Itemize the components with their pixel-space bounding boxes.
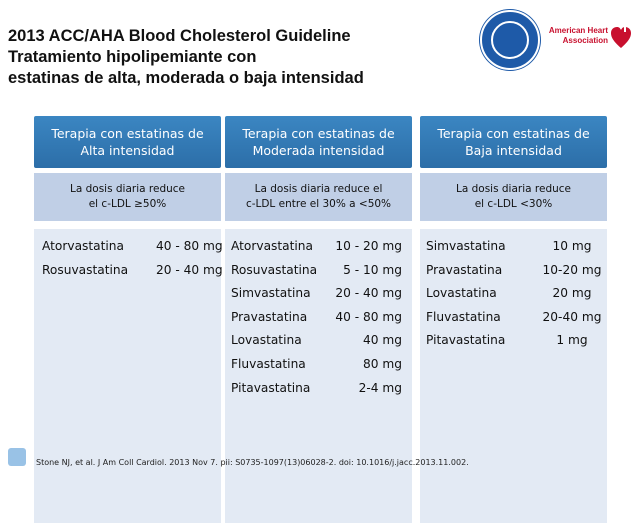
- column-header: [34, 116, 221, 168]
- drug-row: [231, 282, 406, 306]
- drug-name: Fluvastatina: [426, 309, 501, 324]
- drug-name: Simvastatina: [231, 286, 311, 301]
- column-header-line-1: Terapia con estatinas de: [242, 126, 395, 141]
- drug-name: Atorvastatina: [42, 239, 125, 253]
- ldl-reduction-line-2: el c-LDL ≥50%: [88, 198, 167, 210]
- slide-title: [8, 26, 478, 89]
- column-header-line-1: Terapia con estatinas de: [437, 126, 590, 141]
- drug-dose: 40 mg: [363, 333, 402, 348]
- drug-name: Atorvastatina: [231, 239, 314, 253]
- heart-torch-icon: [610, 24, 632, 50]
- drug-row: [231, 377, 406, 401]
- drug-name: Lovastatina: [426, 286, 497, 301]
- drug-dose: 20 - 40 mg: [335, 286, 402, 301]
- citation: Stone NJ, et al. J Am Coll Cardiol. 2013 Nov 7. pii: S0735-1097(13)06028-2. doi: 10.1016/j.jacc.2013.11.002.: [36, 458, 469, 467]
- drug-name: Pravastatina: [426, 262, 503, 277]
- drug-dose: 2-4 mg: [358, 380, 402, 395]
- drug-dose: [426, 235, 609, 259]
- column-header: [225, 116, 412, 168]
- ldl-reduction-line-1: La dosis diaria reduce: [455, 183, 572, 195]
- column-high-intensity: [32, 116, 223, 277]
- title-line-2: Tratamiento hipolipemiante con: [8, 48, 257, 66]
- drug-dose-value: 20 mg: [552, 286, 592, 301]
- ldl-reduction-box: [420, 173, 607, 221]
- drug-row: [426, 259, 601, 283]
- chat-icon: [8, 448, 26, 466]
- column-low-intensity: [418, 116, 609, 348]
- drug-row: [231, 353, 406, 377]
- ldl-reduction-box: [34, 173, 221, 221]
- column-header-line-2: Baja intensidad: [465, 143, 562, 158]
- drug-dose-value: 1 mg: [556, 333, 588, 348]
- drug-dose-value: 10-20 mg: [542, 262, 602, 277]
- drug-row: [231, 306, 406, 330]
- drug-dose: 40 - 80 mg: [156, 239, 223, 253]
- drug-row: [426, 282, 601, 306]
- ldl-reduction-line-2: c-LDL entre el 30% a <50%: [245, 198, 392, 210]
- ldl-reduction-box: [225, 173, 412, 221]
- drug-dose-value: 20-40 mg: [542, 309, 602, 324]
- ldl-reduction-line-1: La dosis diaria reduce: [69, 183, 186, 195]
- drug-dose: 80 mg: [363, 356, 402, 371]
- aha-logo-text: [548, 26, 608, 46]
- drug-dose: 20 - 40 mg: [156, 262, 223, 277]
- column-header-line-2: Moderada intensidad: [252, 143, 385, 158]
- ldl-reduction-line-1: La dosis diaria reduce el: [254, 183, 383, 195]
- title-line-1: 2013 ACC/AHA Blood Cholesterol Guideline: [8, 27, 351, 45]
- drug-dose: [426, 329, 609, 353]
- acc-seal-logo: [480, 10, 540, 70]
- drug-name: Fluvastatina: [231, 356, 306, 371]
- drug-row: [426, 329, 601, 353]
- aha-logo-line-2: Association: [562, 36, 608, 45]
- drug-name: Pitavastatina: [231, 380, 311, 395]
- drug-row: [40, 259, 223, 283]
- title-line-3: estatinas de alta, moderada o baja intensidad: [8, 69, 364, 87]
- drug-row: [40, 235, 223, 259]
- column-header: [420, 116, 607, 168]
- drug-name: Pitavastatina: [426, 333, 506, 348]
- drug-name: Rosuvastatina: [231, 262, 318, 277]
- drug-row: [231, 235, 406, 259]
- drug-name: Rosuvastatina: [42, 262, 129, 277]
- aha-logo-line-1: American Heart: [548, 26, 608, 35]
- drug-name: Lovastatina: [231, 333, 302, 348]
- drug-dose: 10 - 20 mg: [335, 239, 402, 253]
- drug-dose-value: 10 mg: [552, 239, 592, 253]
- ldl-reduction-line-2: el c-LDL <30%: [474, 198, 553, 210]
- drug-dose: [426, 306, 609, 330]
- drug-row: [231, 329, 406, 353]
- column-header-line-2: Alta intensidad: [80, 143, 175, 158]
- column-moderate-intensity: [223, 116, 414, 395]
- drug-dose: [426, 282, 609, 306]
- drug-dose: [426, 259, 609, 283]
- drug-row: [426, 306, 601, 330]
- column-header-line-1: Terapia con estatinas de: [51, 126, 204, 141]
- drug-dose: 40 - 80 mg: [335, 309, 402, 324]
- drug-row: [426, 235, 601, 259]
- drug-name: Pravastatina: [231, 309, 308, 324]
- drug-dose: 5 - 10 mg: [343, 262, 402, 277]
- drug-name: Simvastatina: [426, 239, 506, 253]
- drug-row: [231, 259, 406, 283]
